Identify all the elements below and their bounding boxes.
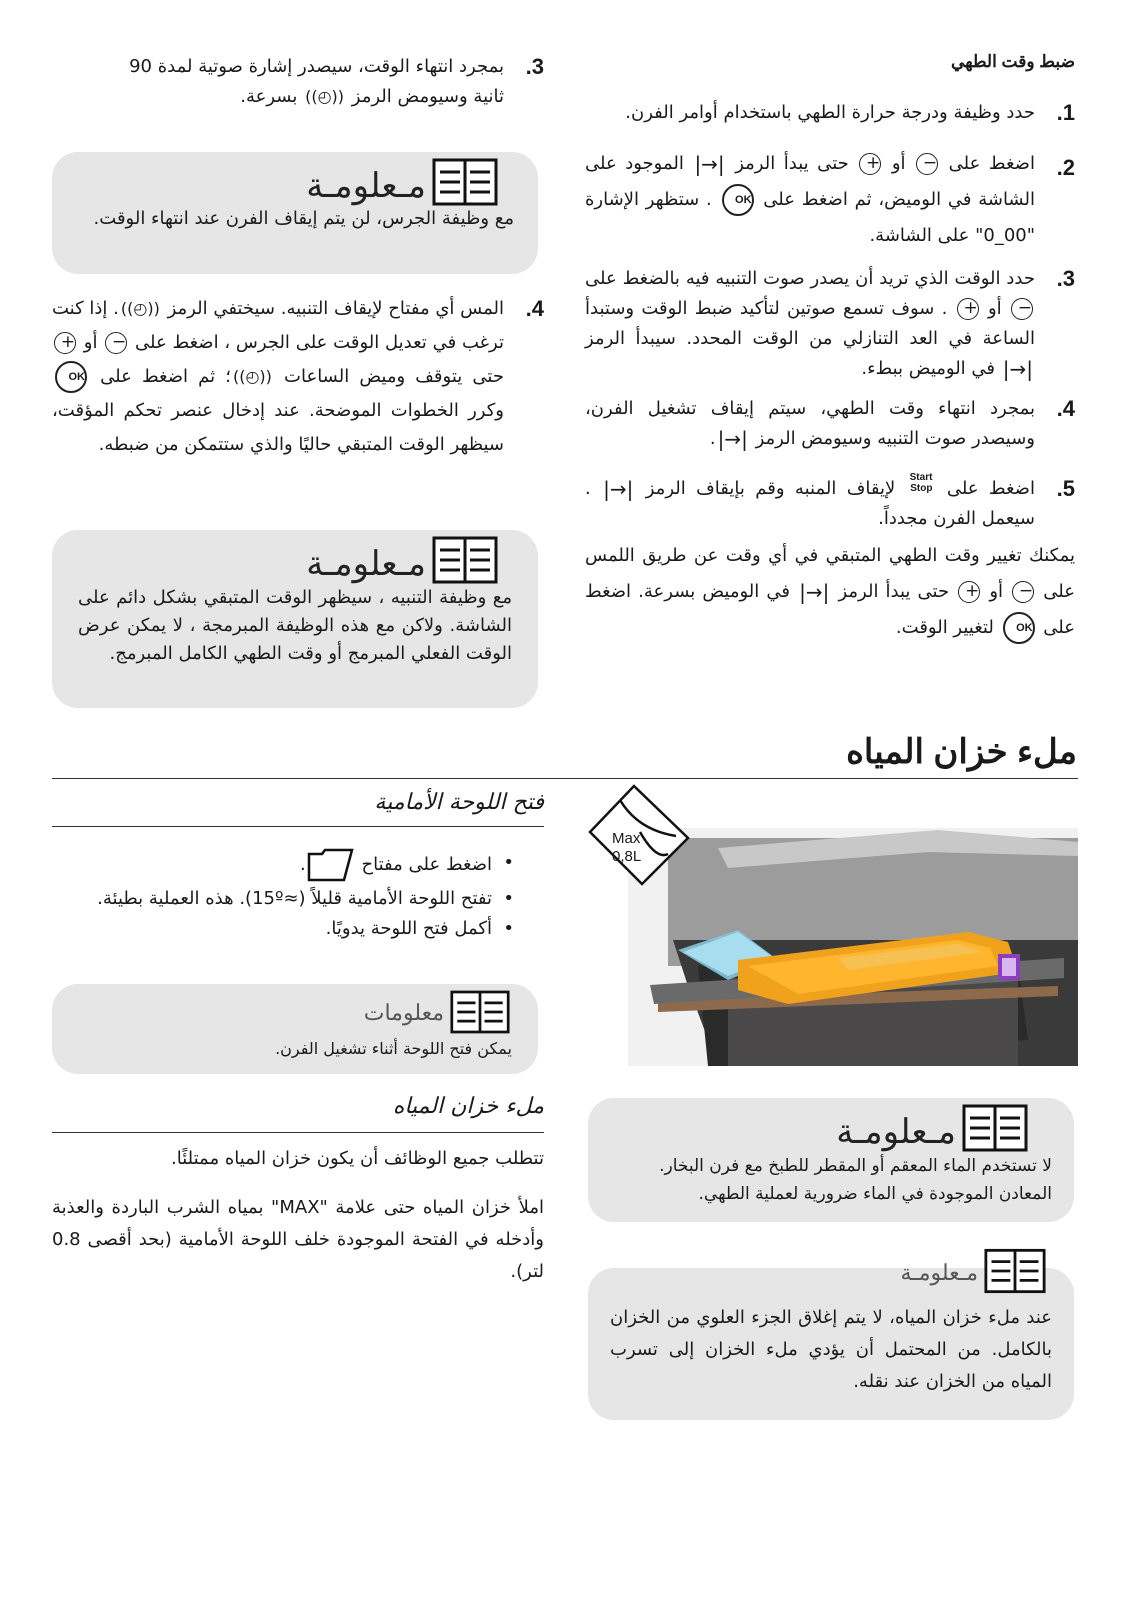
info-title: مـعلومـة — [306, 166, 426, 206]
info-box-bell — [52, 152, 538, 274]
end-time-icon: |→| — [1002, 357, 1033, 381]
alarm-step-4: .4 المس أي مفتاح لإيقاف التنبيه. سيختفي الرمز ((◴)). إذا كنت ترغب في تعديل الوقت على الجرس ، اضغط على − أو + حتى يتوقف وميض الساعات ((◴))؛ ثم اضغط على OK وكرر الخطوات الموضحة. عند إدخال عنصر تحكم المؤقت، سيظهر الوقت المتبقي حاليًا والذي ستتمكن من ضبطه. — [52, 292, 544, 462]
info-text: يمكن فتح اللوحة أثناء تشغيل الفرن. — [275, 1039, 512, 1058]
open-panel-list — [52, 848, 514, 944]
open-panel-subsection — [52, 790, 544, 819]
section-divider — [52, 778, 1078, 779]
open-panel-heading: فتح اللوحة الأمامية — [374, 790, 544, 815]
max-label: Max — [612, 830, 641, 847]
alarm-bell-icon: ((◴)) — [305, 87, 345, 106]
info-title: مـعلومـة — [306, 544, 426, 584]
fill-tank-subsection — [52, 1094, 544, 1119]
list-item: • تفتح اللوحة الأمامية قليلاً (≈15º). هذه العملية بطيئة. — [52, 884, 492, 914]
step-2: .2 اضغط على − أو + حتى يبدأ الرمز |→| الموجود على الشاشة في الوميض، ثم اضغط على OK . ستظهر الإشارة "00_0" على الشاشة. — [585, 146, 1075, 254]
fill-tank-p1: تتطلب جميع الوظائف أن يكون خزان المياه ممتلئًا. — [171, 1148, 544, 1169]
end-time-icon: |→| — [717, 427, 748, 451]
cooking-time-section — [585, 52, 1075, 646]
fill-tank-text — [52, 1144, 544, 1288]
end-time-icon: |→| — [694, 152, 725, 176]
book-icon — [984, 1248, 1046, 1294]
book-icon — [432, 158, 498, 206]
list-item: • أكمل فتح اللوحة يدويًا. — [52, 914, 492, 944]
info-box-alarm — [52, 530, 538, 708]
fill-tank-heading: ملء خزان المياه — [392, 1094, 544, 1119]
book-icon — [432, 536, 498, 584]
step-5: .5 اضغط على Start Stop لإيقاف المنبه وقم بإيقاف الرمز |→| . سيعمل الفرن مجدداً. — [585, 472, 1075, 529]
info-text: مع وظيفة التنبيه ، سيظهر الوقت المتبقي بشكل دائم على الشاشة. ولاكن مع هذه الوظيفة المبرمجة ، لا يمكن عرض الوقت الفعلي المبرمج أو وقت الطهي الكامل المبرمج. — [78, 587, 512, 664]
plus-icon: + — [957, 298, 979, 320]
info-box-tank-leak — [588, 1261, 1074, 1420]
oven-tank-image — [588, 790, 1078, 1066]
book-icon — [962, 1104, 1028, 1152]
alarm-step-3: .3 بمجرد انتهاء الوقت، سيصدر إشارة صوتية لمدة 90 ثانية وسيومض الرمز ((◴)) بسرعة. — [52, 52, 544, 112]
plus-icon: + — [859, 153, 881, 175]
start-stop-icon: Start Stop — [909, 472, 933, 494]
info-text: مع وظيفة الجرس، لن يتم إيقاف الفرن عند انتهاء الوقت. — [93, 208, 514, 229]
list-item: • اضغط على مفتاح . — [52, 848, 492, 882]
minus-icon: − — [1011, 298, 1033, 320]
info-title: معلومات — [363, 1001, 444, 1026]
plus-icon: + — [54, 332, 76, 354]
minus-icon: − — [916, 153, 938, 175]
change-time-paragraph: يمكنك تغيير وقت الطهي المتبقي في أي وقت عن طريق اللمس على − أو + حتى يبدأ الرمز |→| في الوميض بسرعة. اضغط على OK لتغيير الوقت. — [585, 538, 1075, 646]
open-panel-key-icon — [306, 848, 356, 882]
minus-icon: − — [1012, 581, 1034, 603]
end-time-icon: |→| — [603, 477, 634, 501]
step-1: .1 حدد وظيفة ودرجة حرارة الطهي باستخدام أوامر الفرن. — [625, 100, 1075, 125]
book-icon — [450, 990, 510, 1034]
info-title: مـعلومـة — [900, 1261, 978, 1286]
alarm-step-4-container — [52, 292, 544, 462]
ok-icon: OK — [55, 361, 87, 393]
end-time-icon: |→| — [799, 580, 830, 604]
minus-icon: − — [105, 332, 127, 354]
info-box-panel — [52, 984, 538, 1074]
open-panel-divider — [52, 826, 544, 827]
info-text: لا تستخدم الماء المعقم أو المقطر للطبخ مع فرن البخار. المعادن الموجودة في الماء ضرورية لعملية الطهي. — [659, 1156, 1052, 1204]
step-4: .4 بمجرد انتهاء وقت الطهي، سيتم إيقاف تشغيل الفرن، وسيصدر صوت التنبيه وسيومض الرمز |→|. — [585, 394, 1075, 454]
plus-icon: + — [958, 581, 980, 603]
alarm-bell-icon: ((◴)) — [120, 299, 160, 318]
capacity-label: 0,8L — [612, 848, 642, 865]
section-title: ملء خزان المياه — [846, 733, 1077, 771]
info-text: عند ملء خزان المياه، لا يتم إغلاق الجزء العلوي من الخزان بالكامل. من المحتمل أن يؤدي ملء الخزان إلى تسرب المياه من الخزان عند نقله. — [610, 1307, 1052, 1392]
ok-icon: OK — [722, 184, 754, 216]
section-heading: ضبط وقت الطهي — [950, 52, 1075, 71]
step-3: .3 حدد الوقت الذي تريد أن يصدر صوت التنبيه فيه بالضغط على − أو + . سوف تسمع صوتين لتأكيد ضبط الوقت وستبدأ الساعة في العد التنازلي من الوقت المحدد. سيبدأ الرمز |→| في الوميض ببطء. — [585, 264, 1075, 384]
info-title: مـعلومـة — [836, 1112, 956, 1152]
fill-tank-divider — [52, 1132, 544, 1133]
alarm-bell-icon: ((◴)) — [232, 367, 272, 386]
fill-tank-p2: املأ خزان المياه حتى علامة "MAX" بمياه الشرب الباردة والعذبة وأدخله في الفتحة الموجودة خلف اللوحة الأمامية (بحد أقصى 0.8 لتر). — [52, 1197, 545, 1282]
ok-icon: OK — [1003, 612, 1035, 644]
alarm-steps — [52, 52, 544, 112]
info-box-water — [588, 1098, 1074, 1222]
